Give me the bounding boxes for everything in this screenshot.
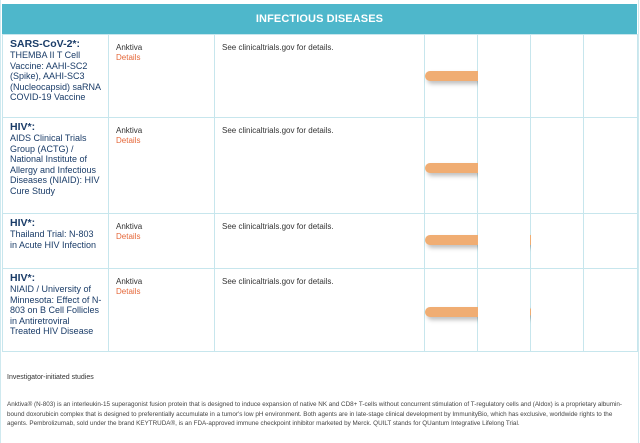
table-row (3, 118, 638, 214)
phase-cell-3 (531, 35, 584, 118)
phase-cell-2 (478, 35, 531, 118)
notes-cell (215, 118, 425, 214)
investigator-footnote: Investigator-initiated studies (7, 374, 94, 381)
product-cell (109, 214, 215, 269)
section-title: INFECTIOUS DISEASES (255, 13, 384, 25)
clinicaltrials-note: See clinicaltrials.gov for details. (222, 126, 334, 135)
table-row (3, 269, 638, 352)
clinicaltrials-note: See clinicaltrials.gov for details. (222, 43, 334, 52)
phase-cell-2 (478, 214, 531, 269)
indication-cell (3, 269, 109, 352)
phase-cell-1 (425, 118, 478, 214)
legal-disclaimer: Anktiva® (N-803) is an interleukin-15 superagonist fusion protein that is designed to induce expansion of native NK and CD8+ T-cells without concurrent stimulation of T-regulatory cells and (Aldox) is a proprietary albumin-bound doxorubicin complex that is designed to preferentially accumulate in a tumor's low pH environment. Both agents are in late-stage clinical development by ImmunityBio, which has exclusive, worldwide rights to the agents. Pembrolizumab, sold under the brand KEYTRUDA®, is an FDA-approved immune checkpoint inhibitor marketed by Merck. QUILT stands for QUantum Integrative Lifelong Trial. (7, 401, 622, 427)
details-link[interactable]: Details (116, 136, 141, 145)
notes-cell (215, 214, 425, 269)
notes-cell (215, 269, 425, 352)
notes-cell (215, 35, 425, 118)
indication-label: HIV*: (10, 272, 36, 284)
clinicaltrials-note: See clinicaltrials.gov for details. (222, 222, 334, 231)
phase-cell-2 (478, 118, 531, 214)
details-link[interactable]: Details (116, 53, 141, 62)
product-cell (109, 118, 215, 214)
trial-name: NIAID / University of Minnesota: Effect of N-803 on B Cell Follicles in Antiretroviral Treated HIV Disease (10, 284, 102, 336)
phase-cell-4 (584, 269, 638, 352)
product-name: Anktiva (116, 126, 143, 135)
details-link[interactable]: Details (116, 287, 141, 296)
details-link[interactable]: Details (116, 232, 141, 241)
phase-progress-bar (425, 163, 485, 173)
table-row (3, 35, 638, 118)
indication-label: SARS-CoV-2*: (10, 38, 81, 50)
trial-name: THEMBA II T Cell Vaccine: AAHI-SC2 (Spike), AAHI-SC3 (Nucleocapsid) saRNA COVID-19 Vaccine (10, 50, 101, 102)
phase-cell-4 (584, 35, 638, 118)
product-cell (109, 269, 215, 352)
product-name: Anktiva (116, 222, 143, 231)
phase-progress-bar (425, 71, 483, 81)
product-name: Anktiva (116, 43, 143, 52)
trial-name: Thailand Trial: N-803 in Acute HIV Infection (10, 229, 97, 250)
phase-cell-1 (425, 214, 478, 269)
trial-name: AIDS Clinical Trials Group (ACTG) / National Institute of Allergy and Infectious Diseases (NIAID): HIV Cure Study (10, 133, 100, 196)
product-name: Anktiva (116, 277, 143, 286)
phase-cell-3 (531, 118, 584, 214)
indication-cell (3, 35, 109, 118)
phase-cell-1 (425, 35, 478, 118)
phase-cell-4 (584, 118, 638, 214)
phase-cell-3 (531, 269, 584, 352)
table-row (3, 214, 638, 269)
phase-cell-4 (584, 214, 638, 269)
pipeline-table (2, 34, 638, 352)
phase-cell-2 (478, 269, 531, 352)
indication-label: HIV*: (10, 121, 36, 133)
phase-cell-1 (425, 269, 478, 352)
section-header (2, 4, 637, 34)
indication-label: HIV*: (10, 217, 36, 229)
clinicaltrials-note: See clinicaltrials.gov for details. (222, 277, 334, 286)
indication-cell (3, 214, 109, 269)
phase-cell-3 (531, 214, 584, 269)
indication-cell (3, 118, 109, 214)
product-cell (109, 35, 215, 118)
